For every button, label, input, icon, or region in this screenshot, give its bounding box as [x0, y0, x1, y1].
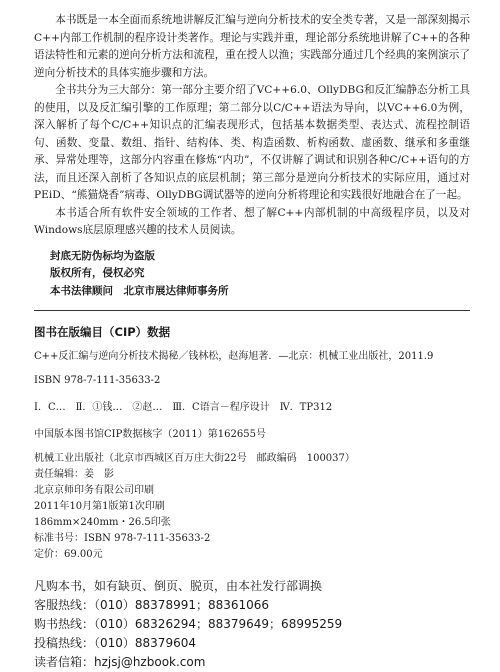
book-introduction — [34, 12, 470, 240]
copyright-notice: 版权所有，侵权必究 — [50, 267, 145, 279]
intro-paragraph: 本书适合所有软件安全领域的工作者、想了解C++内部机制的中高级程序员，以及对Windows底层原理感兴趣的技术人员阅读。 — [34, 206, 470, 236]
purchase-hotline: 购书热线：（010）68326294；88379649；68995259 — [34, 617, 343, 631]
submission-hotline: 投稿热线：（010）88379604 — [34, 636, 196, 650]
printer: 北京京师印务有限公司印刷 — [34, 485, 154, 496]
reader-mailbox: 读者信箱：hzjsj@hzbook.com — [34, 655, 206, 669]
cip-subjects: Ⅰ．C… Ⅱ．①钱… ②赵… Ⅲ．C语言－程序设计 Ⅳ．TP312 — [34, 402, 333, 413]
legal-counsel: 本书法律顾问 北京市展达律师事务所 — [50, 284, 229, 297]
cip-data — [34, 323, 470, 443]
intro-paragraph: 全书共分为三大部分：第一部分主要介绍了VC++6.0、OllyDBG和反汇编静态分析工具的使用，以及反汇编引擎的工作原理；第二部分以C/C++语法为导向，以VC++6.0为例，深入解析了每个C/C++知识点的汇编表现形式，包括基本数据类型、表达式、流程控制语句、函数、变量、数组、指针、结构体、类、构造函数、析构函数、虚函数、继承和多重继承、异常处理等，这部分内容重在修炼“内功”，不仅讲解了调试和识别各种C/C++语句的方法，而且还深入剖析了各知识点的底层机制；第三部分是逆向分析技术的实际应用，通过对PEiD、“熊猫烧香”病毒、OllyDBG调试器等的逆向分析将理论和实践很好地融合在了一起。 — [34, 84, 470, 201]
cip-library-note: 中国版本图书馆CIP数据核字（2011）第162655号 — [34, 429, 266, 440]
publisher-address: 机械工业出版社（北京市西城区百万庄大街22号 邮政编码 100037） — [34, 453, 355, 464]
divider — [34, 310, 470, 311]
exchange-notice: 凡购本书，如有缺页、倒页、脱页，由本社发行部调换 — [34, 579, 323, 593]
cip-isbn: ISBN 978-7-111-35633-2 — [34, 375, 161, 386]
standard-isbn: 标准书号：ISBN 978-7-111-35633-2 — [34, 533, 211, 544]
edition: 2011年10月第1版第1次印刷 — [34, 501, 165, 512]
anti-counterfeit-notice: 封底无防伪标均为盗版 — [50, 249, 155, 262]
publisher-info — [34, 451, 470, 563]
service-hotline: 客服热线：（010）88378991；88361066 — [34, 598, 270, 612]
cip-record: C++反汇编与逆向分析技术揭秘／钱林松，赵海旭著．—北京：机械工业出版社，2011.9 — [34, 351, 434, 362]
legal-notices — [34, 248, 470, 301]
price: 定价：69.00元 — [34, 549, 103, 560]
responsible-editor: 责任编辑：姜 影 — [34, 469, 114, 480]
cip-heading: 图书在版编目（CIP）数据 — [34, 325, 171, 339]
book-size: 186mm×240mm・26.5印张 — [34, 517, 171, 528]
intro-paragraph: 本书既是一本全面而系统地讲解反汇编与逆向分析技术的安全类专著，又是一部深刻揭示C++内部工作机制的程序设计类著作。理论与实践并重，理论部分系统地讲解了C++的各种语法特性和元素的逆向分析方法和流程，重在授人以渔；实践部分通过几个经典的案例演示了逆向分析技术的具体实施步骤和方法。 — [34, 14, 470, 79]
